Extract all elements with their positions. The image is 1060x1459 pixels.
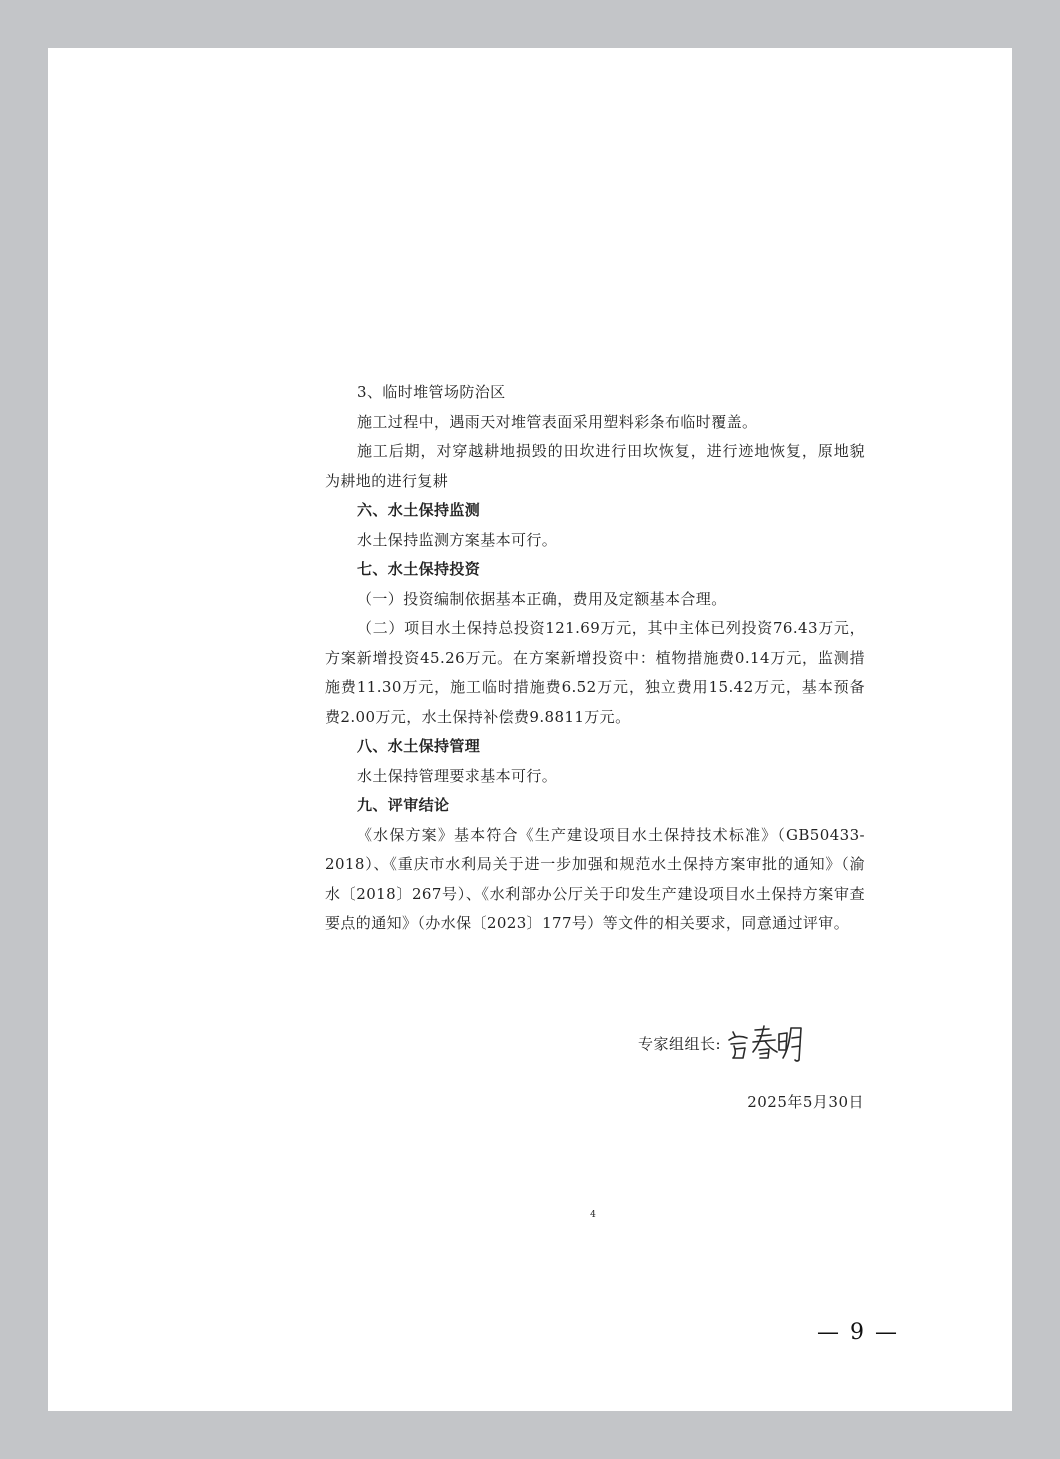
page-number: — 9 —	[817, 1320, 899, 1345]
document-date: 2025年5月30日	[747, 1093, 864, 1111]
document-page	[48, 48, 1012, 1411]
inner-page-number: 4	[590, 1210, 596, 1220]
paragraph-monitoring: 水土保持监测方案基本可行。	[357, 530, 558, 549]
section-8-heading: 八、水土保持管理	[357, 737, 481, 755]
section-9-heading: 九、评审结论	[357, 796, 450, 814]
paragraph-restoration: 施工后期，对穿越耕地损毁的田坎进行田坎恢复，进行迹地恢复，原地貌为耕地的进行复耕	[325, 442, 865, 490]
section-6-heading: 六、水土保持监测	[357, 501, 481, 519]
paragraph-investment-details: （二）项目水土保持总投资121.69万元，其中主体已列投资76.43万元，方案新增投资45.26万元。在方案新增投资中：植物措施费0.14万元，监测措施费11.30万元，施工临时措施费6.52万元，独立费用15.42万元，基本预备费2.00万元，水土保持补偿费9.8811万元。	[325, 619, 865, 726]
document-body	[325, 378, 865, 939]
section-7-heading: 七、水土保持投资	[357, 560, 481, 578]
signature-row	[608, 1020, 868, 1064]
signature-label: 专家组组长:	[638, 1035, 722, 1053]
handwritten-signature	[725, 1020, 805, 1064]
paragraph-rain-cover: 施工过程中，遇雨天对堆管表面采用塑料彩条布临时覆盖。	[357, 412, 758, 431]
paragraph-conclusion: 《水保方案》基本符合《生产建设项目水土保持技术标准》（GB50433-2018）、《重庆市水利局关于进一步加强和规范水土保持方案审批的通知》（渝水〔2018〕267号）、《水利部办公厅关于印发生产建设项目水土保持方案审查要点的通知》（办水保〔2023〕177号）等文件的相关要求，同意通过评审。	[325, 825, 865, 932]
paragraph-investment-basis: （一）投资编制依据基本正确，费用及定额基本合理。	[357, 589, 727, 608]
section-3-heading: 3、临时堆管场防治区	[357, 383, 506, 401]
paragraph-management: 水土保持管理要求基本可行。	[357, 766, 558, 785]
